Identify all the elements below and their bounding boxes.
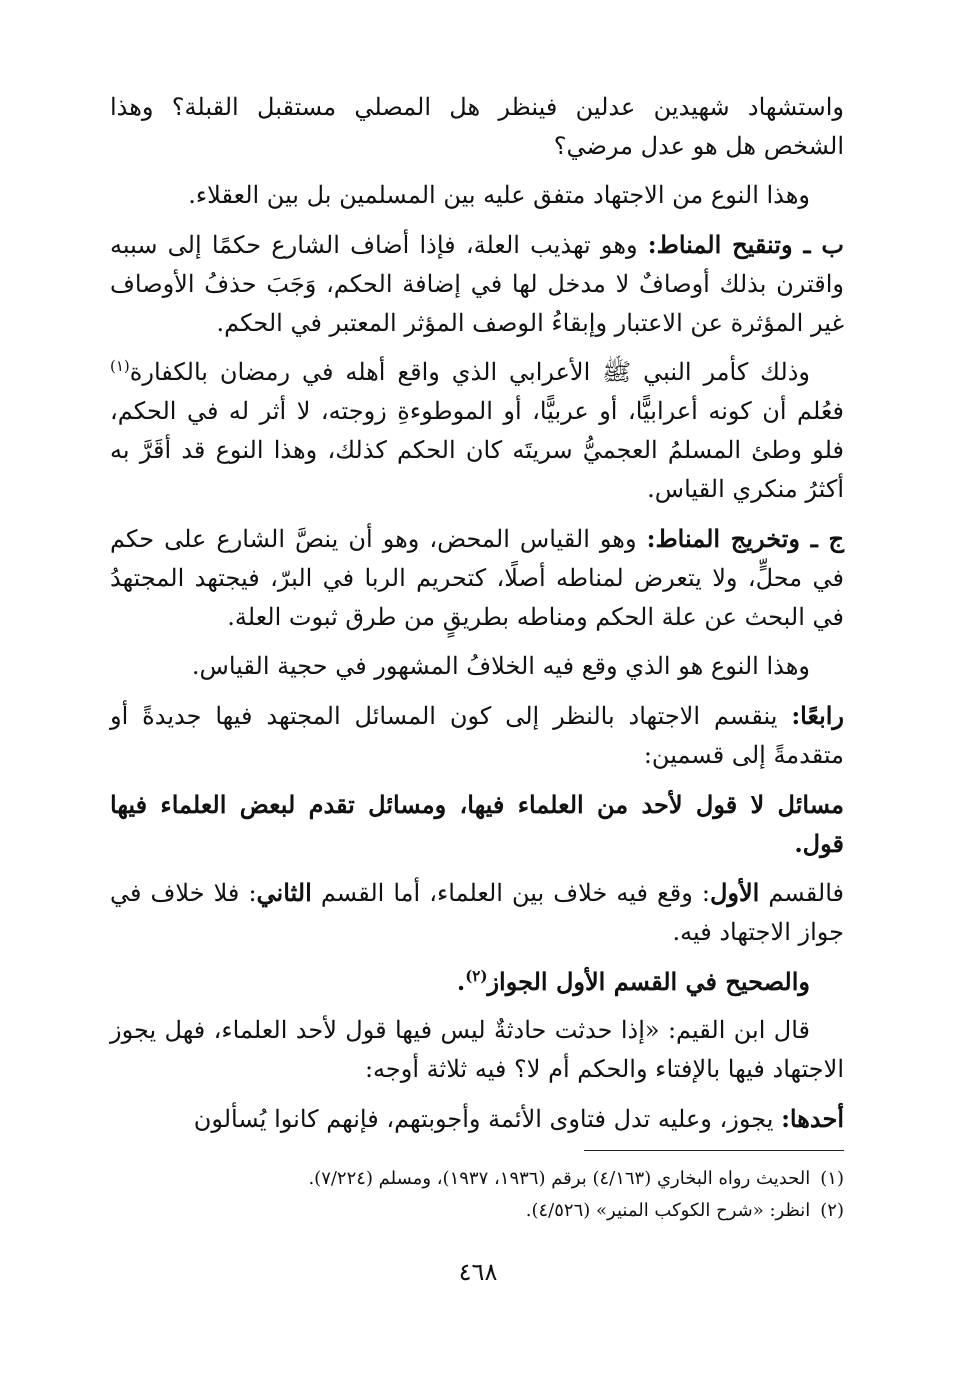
paragraph-1-text: واستشهاد شهيدين عدلين فينظر هل المصلي مستقبل القبلة؟ وهذا الشخص هل هو عدل مرضي؟ xyxy=(110,93,844,160)
paragraph-first-view xyxy=(110,1099,844,1139)
footnote-2-text: انظر: «شرح الكوكب المنير» (٤/٥٢٦). xyxy=(525,1200,811,1221)
sections-term-first: الأول xyxy=(709,878,760,907)
paragraph-6 xyxy=(110,647,844,686)
paragraph-example-rest: فعُلم أن كونه أعرابيًّا، أو عربيًّا، أو الموطوءةِ زوجته، لا أثر له في الحكم، فلو وطئ المسلمُ العجميُّ سريتَه كان الحكم كذلك، وهذا النوع قد أقَرَّ به أكثرُ منكري القياس. xyxy=(110,397,844,503)
paragraph-first-view-text: يجوز، وعليه تدل فتاوى الأئمة وأجوبتهم، فإنهم كانوا يُسألون xyxy=(193,1105,782,1133)
footnote-1 xyxy=(110,1163,844,1195)
sections-text-e: : فلا خلاف في جواز الاجتهاد فيه. xyxy=(110,879,844,946)
sections-text-a: فالقسم xyxy=(759,879,845,907)
paragraph-ibn-qayyim-text: قال ابن القيم: «إذا حدثت حادثةٌ ليس فيها قول لأحد العلماء، فهل يجوز الاجتهاد فيها بالإفتاء والحكم أم لا؟ فيه ثلاثة أوجه: xyxy=(110,1016,844,1083)
paragraph-two-sections-text: مسائل لا قول لأحد من العلماء فيها، ومسائل تقدم لبعض العلماء فيها قول. xyxy=(110,790,844,858)
paragraph-correct-view-text: والصحيح في القسم الأول الجواز xyxy=(487,967,810,996)
paragraph-1 xyxy=(110,88,844,166)
paragraph-correct-view xyxy=(110,962,844,1001)
paragraph-rabian-text: ينقسم الاجتهاد بالنظر إلى كون المسائل المجتهد فيها جديدةً أو متقدمةً إلى قسمين: xyxy=(110,702,844,769)
page-body xyxy=(110,88,844,1149)
heading-rabian: رابعًا: xyxy=(791,701,844,730)
paragraph-rabian xyxy=(110,696,844,775)
heading-tanqih-al-manat: ب ـ وتنقيح المناط: xyxy=(647,230,844,259)
paragraph-2 xyxy=(110,176,844,215)
paragraph-ibn-qayyim xyxy=(110,1011,844,1089)
paragraph-6-text: وهذا النوع هو الذي وقع فيه الخلافُ المشهور في حجية القياس. xyxy=(191,652,810,680)
paragraph-tanqih-text: وهو تهذيب العلة، فإذا أضاف الشارع حكمًا إلى سببه واقترن بذلك أوصافٌ لا مدخل لها في إضافة الحكم، وَجَبَ حذفُ الأوصاف غير المؤثرة عن الاعتبار وإبقاءُ الوصف المؤثر المعتبر في الحكم. xyxy=(110,231,844,337)
heading-ahaduha: أحدها: xyxy=(781,1104,844,1133)
footnote-1-number: (١) xyxy=(820,1168,844,1189)
paragraph-2-text: وهذا النوع من الاجتهاد متفق عليه بين المسلمين بل بين العقلاء. xyxy=(188,181,810,209)
paragraph-two-sections xyxy=(110,785,844,863)
paragraph-takhrij xyxy=(110,519,844,637)
footnotes xyxy=(110,1163,844,1227)
paragraph-sections xyxy=(110,873,844,952)
sections-text-c: : وقع فيه خلاف بين العلماء، أما القسم xyxy=(311,879,710,907)
paragraph-takhrij-text: وهو القياس المحض، وهو أن ينصَّ الشارع على حكم في محلٍّ، ولا يتعرض لمناطه أصلًا، كتحريم الربا في البرّ، فيجتهد المجتهدُ في البحث عن علة الحكم ومناطه بطريقٍ من طرق ثبوت العلة. xyxy=(110,525,844,631)
footnote-2-number: (٢) xyxy=(820,1200,844,1221)
footnote-ref-2[interactable]: (٢) xyxy=(465,967,488,985)
footnote-2 xyxy=(110,1195,844,1227)
footnote-ref-1[interactable]: (١) xyxy=(110,357,130,375)
paragraph-example xyxy=(110,353,844,509)
heading-takhrij-al-manat: ج ـ وتخريج المناط: xyxy=(646,524,845,553)
footnote-divider xyxy=(584,1150,844,1151)
page-number: ٤٦٨ xyxy=(458,1258,498,1286)
paragraph-tanqih xyxy=(110,225,844,343)
sections-term-second: الثاني xyxy=(256,878,312,907)
footnote-1-text: الحديث رواه البخاري (٤/١٦٣) برقم (١٩٣٦، ١٩٣٧)، ومسلم (٧/٢٢٤). xyxy=(308,1168,811,1189)
paragraph-example-text: وذلك كأمر النبي ﷺ الأعرابي الذي واقع أهله في رمضان بالكفارة xyxy=(129,358,810,386)
paragraph-correct-view-end: . xyxy=(456,967,466,996)
